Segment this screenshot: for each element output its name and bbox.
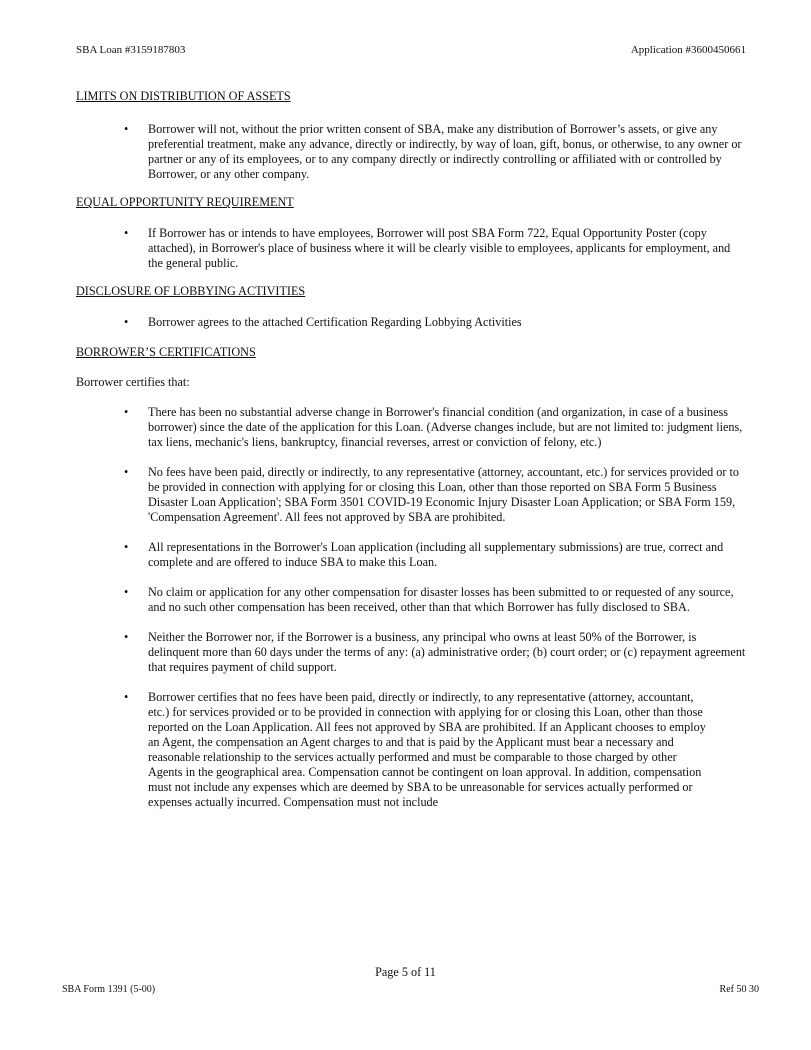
- list-item: [76, 630, 748, 675]
- lobbying-list: [76, 315, 748, 330]
- footer-ref: Ref 50 30: [719, 984, 759, 995]
- list-item-text: No claim or application for any other compensation for disaster losses has been submitted to or requested of any source, and no such other compensation has been received, other than that which Borrower has fully disclosed to SBA.: [148, 585, 734, 614]
- list-item: [76, 465, 748, 525]
- list-item: [76, 315, 748, 330]
- limits-list: [76, 122, 748, 182]
- list-item-text: No fees have been paid, directly or indirectly, to any representative (attorney, accountant, etc.) for services provided or to be provided in connection with applying for or closing this Loan, other than those reported on SBA Form 5 Business Disaster Loan Application'; SBA Form 3501 COVID-19 Economic Injury Disaster Loan Application; or SBA Form 159, 'Compensation Agreement'. All fees not approved by SBA are prohibited.: [148, 465, 739, 524]
- list-item-text: If Borrower has or intends to have employees, Borrower will post SBA Form 722, Equal Opportunity Poster (copy attached), in Borrower's place of business where it will be clearly visible to employees, applicants for employment, and the general public.: [148, 226, 731, 270]
- bullet-icon: •: [124, 630, 129, 644]
- footer-form-id: SBA Form 1391 (5-00): [62, 984, 156, 995]
- page-number: Page 5 of 11: [375, 965, 436, 979]
- list-item-text: There has been no substantial adverse change in Borrower's financial condition (and organization, in case of a business borrower) since the date of the application for this Loan. (Adverse changes include, but are not limited to: judgment liens, tax liens, mechanic's liens, bankruptcy, financial reverses, arrest or conviction of felony, etc.): [148, 405, 743, 449]
- section-heading-lobbying: DISCLOSURE OF LOBBYING ACTIVITIES: [76, 284, 306, 298]
- bullet-icon: •: [124, 690, 129, 704]
- list-item-text: All representations in the Borrower's Loan application (including all supplementary submissions) are true, correct and complete and are offered to induce SBA to make this Loan.: [148, 540, 724, 569]
- list-item-text: Borrower will not, without the prior written consent of SBA, make any distribution of Borrower’s assets, or give any preferential treatment, make any advance, directly or indirectly, by way of loan, gift, bonus, or otherwise, to any owner or partner or any of its employees, or to any company directly or indirectly controlling or affiliated with or controlled by Borrower, or any other company.: [148, 122, 742, 181]
- bullet-icon: •: [124, 585, 129, 599]
- section-heading-certifications: BORROWER’S CERTIFICATIONS: [76, 345, 256, 359]
- section-heading-limits: LIMITS ON DISTRIBUTION OF ASSETS: [76, 89, 291, 103]
- bullet-icon: •: [124, 465, 129, 479]
- section-heading-equal-opportunity: EQUAL OPPORTUNITY REQUIREMENT: [76, 195, 294, 209]
- list-item: [76, 540, 748, 570]
- list-item-text: Neither the Borrower nor, if the Borrower is a business, any principal who owns at least 50% of the Borrower, is delinquent more than 60 days under the terms of any: (a) administrative order; (b) court order; or (c) repayment agreement that requires payment of child support.: [148, 630, 746, 674]
- header-loan-number: SBA Loan #3159187803: [76, 44, 186, 56]
- certifications-intro: Borrower certifies that:: [76, 375, 190, 389]
- document-body: [76, 89, 748, 810]
- equal-opportunity-list: [76, 226, 748, 271]
- list-item: [76, 405, 748, 450]
- list-item: [76, 690, 748, 810]
- bullet-icon: •: [124, 226, 129, 240]
- list-item-text: Borrower certifies that no fees have been paid, directly or indirectly, to any representative (attorney, accountant, etc.) for services provided or to be provided in connection with applying for or closing this Loan, other than those reported on the Loan Application. All fees not approved by SBA are prohibited. If an Applicant chooses to employ an Agent, the compensation an Agent charges to and that is paid by the Applicant must bear a necessary and reasonable relationship to the services actually performed and must be comparable to those charged by other Agents in the geographical area. Compensation cannot be contingent on loan approval. In addition, compensation must not include any expenses which are deemed by SBA to be unreasonable for services actually performed or expenses actually incurred. Compensation must not include: [148, 690, 706, 809]
- list-item: [76, 585, 748, 615]
- list-item: [76, 122, 748, 182]
- certifications-list: [76, 405, 748, 810]
- bullet-icon: •: [124, 540, 129, 554]
- header-application-number: Application #3600450661: [630, 44, 746, 56]
- bullet-icon: •: [124, 122, 129, 136]
- list-item-text: Borrower agrees to the attached Certification Regarding Lobbying Activities: [148, 315, 522, 329]
- list-item: [76, 226, 748, 271]
- bullet-icon: •: [124, 405, 129, 419]
- bullet-icon: •: [124, 315, 129, 329]
